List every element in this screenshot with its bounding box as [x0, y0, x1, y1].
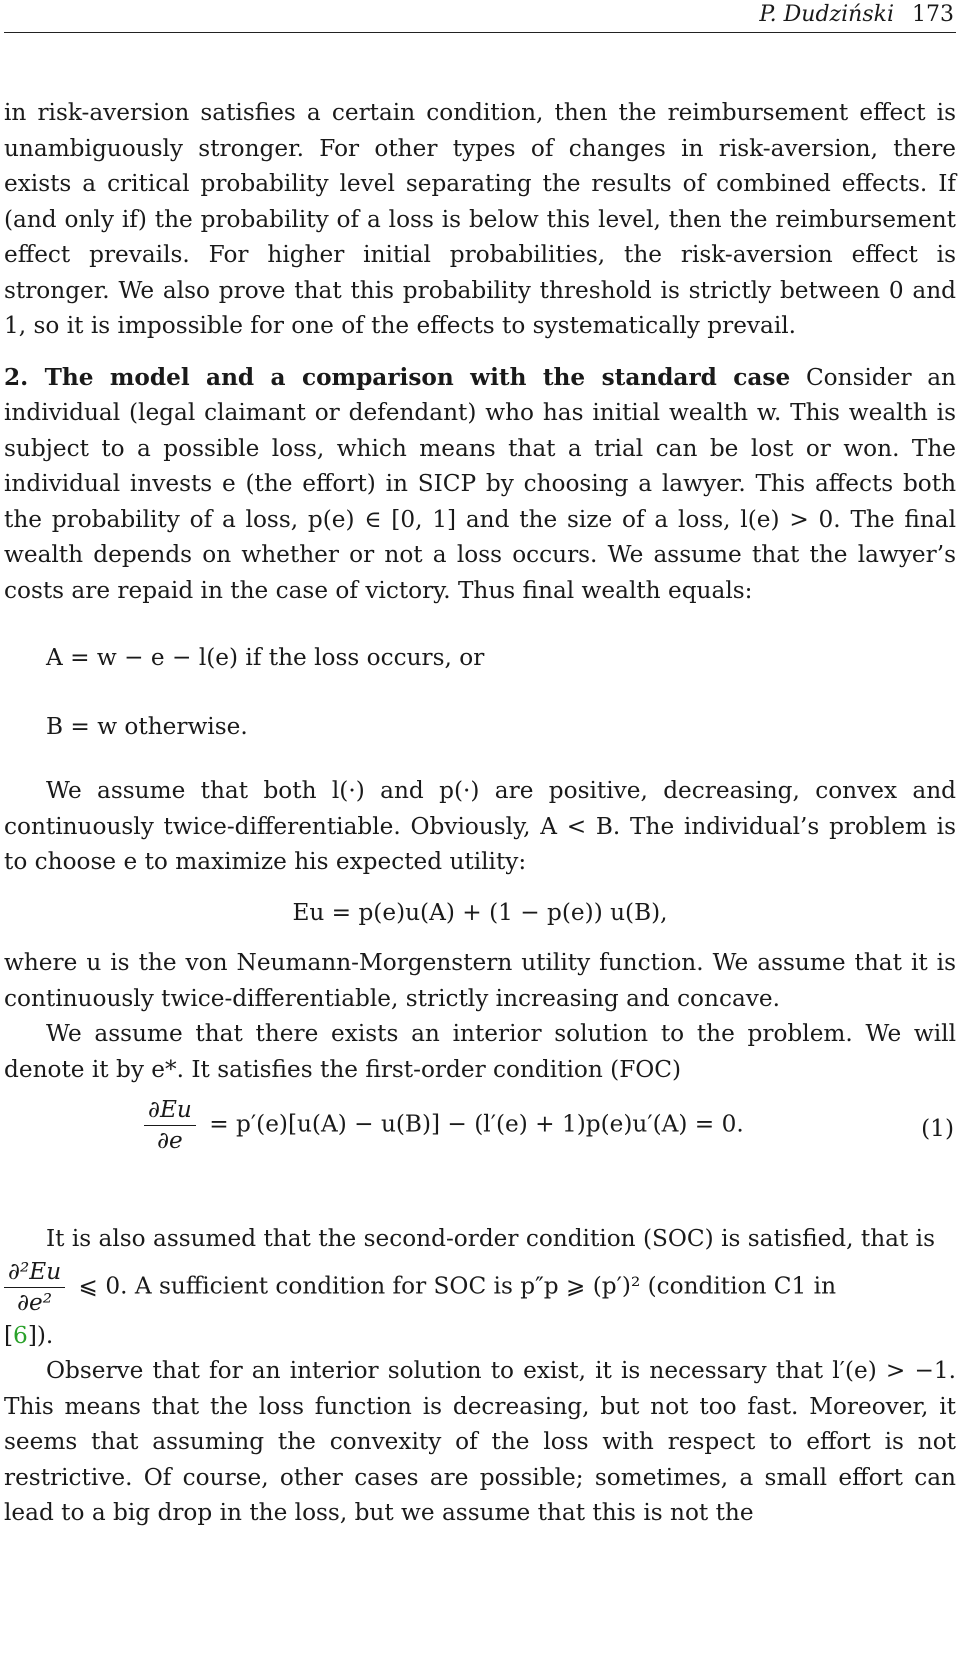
- running-header: [4, 0, 956, 33]
- soc-line: [4, 1257, 956, 1354]
- equation-number: (1): [921, 1115, 954, 1142]
- citation-link[interactable]: 6: [13, 1321, 28, 1349]
- paragraph-assumptions: We assume that both l(·) and p(·) are positive, decreasing, convex and continuously twice-differentiable. Obviously, A < B. The individual’s problem is to choose e to maximize his expected utility:: [4, 777, 956, 875]
- expected-utility-equation: Eu = p(e)u(A) + (1 − p(e)) u(B),: [292, 898, 668, 926]
- header-author: P. Dudziński: [759, 2, 894, 27]
- foc-equation: [4, 1093, 956, 1163]
- soc-numerator: ∂²Eu: [4, 1257, 65, 1288]
- paragraph-utility: where u is the von Neumann-Morgenstern utility function. We assume that it is continuously twice-differentiable, strictly increasing and concave.: [4, 949, 956, 1012]
- cite-close: ]).: [27, 1321, 54, 1349]
- wealth-B-line: B = w otherwise.: [46, 712, 248, 740]
- paragraph-soc: It is also assumed that the second-order condition (SOC) is satisfied, that is: [46, 1225, 935, 1252]
- foc-fraction: [144, 1095, 196, 1156]
- paragraph-interior: We assume that there exists an interior solution to the problem. We will denote it by e*. It satisfies the first-order condition (FOC): [4, 1020, 956, 1083]
- body-text: [4, 95, 956, 1531]
- section-text: Consider an individual (legal claimant or defendant) who has initial wealth w. This wealth is subject to a possible loss, which means that a trial can be lost or won. The individual invests e (the effort) in SICP by choosing a lawyer. This affects both the probability of a loss, p(e) ∈ [0, 1] and the size of a loss, l(e) > 0. The final wealth depends on whether or not a loss occurs. We assume that the lawyer’s costs are repaid in the case of victory. Thus final wealth equals:: [4, 363, 956, 604]
- paragraph-observe: Observe that for an interior solution to exist, it is necessary that l′(e) > −1. This means that the loss function is decreasing, but not too fast. Moreover, it seems that assuming the convexity of the loss with respect to effort is not restrictive. Of course, other cases are possible; sometimes, a small effort can lead to a big drop in the loss, but we assume that this is not the: [4, 1357, 956, 1526]
- paper-page: [4, 0, 956, 1657]
- section-paragraph: [4, 360, 956, 609]
- soc-condition-text: ⩽ 0. A sufficient condition for SOC is p″p ⩾ (p′)² (condition C1 in: [78, 1272, 837, 1299]
- header-page-number: 173: [912, 2, 954, 27]
- foc-numerator: ∂Eu: [144, 1095, 196, 1126]
- foc-rhs: = p′(e)[u(A) − u(B)] − (l′(e) + 1)p(e)u′(A) = 0.: [209, 1110, 744, 1138]
- cite-open: [: [4, 1321, 14, 1349]
- foc-denominator: ∂e: [157, 1127, 183, 1154]
- section-title: 2. The model and a comparison with the standard case: [4, 363, 791, 391]
- wealth-A-line: A = w − e − l(e) if the loss occurs, or: [46, 644, 485, 671]
- soc-fraction: [4, 1257, 65, 1318]
- soc-denominator: ∂e²: [17, 1288, 53, 1316]
- paragraph-intro: in risk-aversion satisfies a certain condition, then the reimbursement effect is unambiguously stronger. For other types of changes in risk-aversion, there exists a critical probability level separating the results of combined effects. If (and only if) the probability of a loss is below this level, then the reimbursement effect prevails. For higher initial probabilities, the risk-aversion effect is stronger. We also prove that this probability threshold is strictly between 0 and 1, so it is impossible for one of the effects to systematically prevail.: [4, 99, 956, 339]
